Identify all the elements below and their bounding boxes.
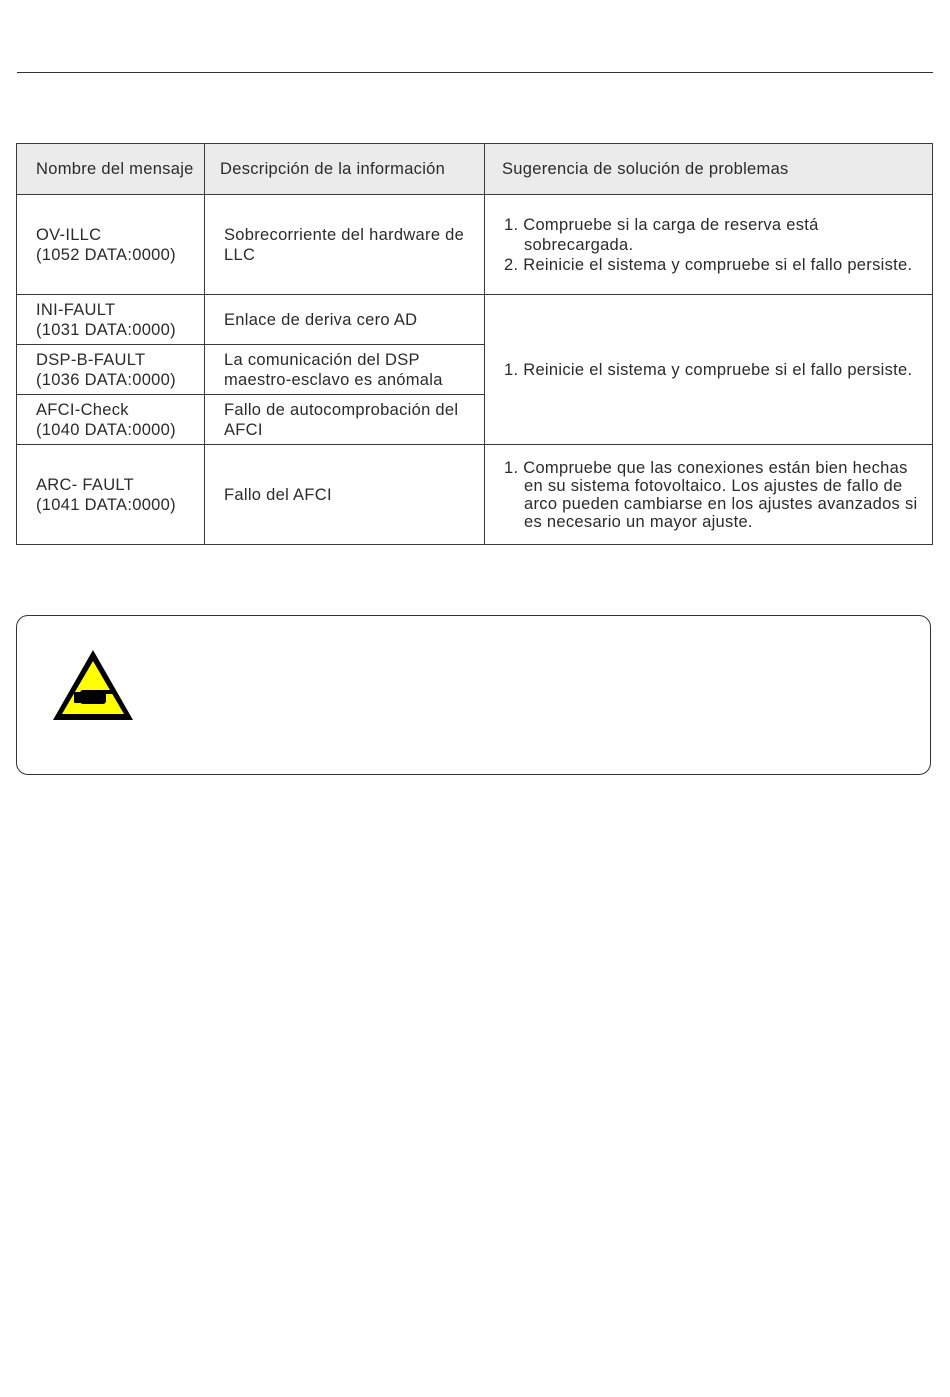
- description-cell: [205, 345, 485, 395]
- description-text: Sobrecorriente del hardware de LLC: [224, 225, 465, 264]
- description-text: La comunicación del DSP maestro-esclavo es anómala: [224, 350, 443, 389]
- message-name-cell: [17, 195, 205, 295]
- notice-box: [16, 615, 931, 775]
- header-message-name: [17, 144, 205, 195]
- message-name-cell: [17, 445, 205, 545]
- description-text: Fallo de autocomprobación del AFCI: [224, 400, 459, 439]
- description-cell: [205, 445, 485, 545]
- header-description-text: Descripción de la información: [220, 160, 446, 178]
- suggestion-list: [504, 215, 926, 275]
- message-code: INI-FAULT: [36, 300, 116, 319]
- table-row: [17, 295, 933, 345]
- table-row: [17, 445, 933, 545]
- message-code: ARC- FAULT: [36, 475, 135, 494]
- header-suggestion: [485, 144, 933, 195]
- description-text: Enlace de deriva cero AD: [224, 310, 418, 329]
- description-text: Fallo del AFCI: [224, 485, 332, 504]
- merged-suggestion-cell: [485, 295, 933, 445]
- message-data: (1041 DATA:0000): [36, 495, 176, 514]
- message-name-cell: [17, 295, 205, 345]
- suggestion-list: [504, 360, 926, 380]
- message-code: AFCI-Check: [36, 400, 129, 419]
- suggestion-item: 1. Compruebe si la carga de reserva está sobrecargada.: [504, 215, 819, 254]
- description-cell: [205, 395, 485, 445]
- suggestion-item: 1. Compruebe que las conexiones están bien hechas en su sistema fotovoltaico. Los ajustes de fallo de arco pueden cambiarse en los ajustes avanzados si es necesario un mayor ajuste.: [504, 458, 918, 531]
- message-data: (1052 DATA:0000): [36, 245, 176, 264]
- suggestion-cell: [485, 445, 933, 545]
- suggestion-item: 1. Reinicie el sistema y compruebe si el fallo persiste.: [504, 360, 913, 379]
- message-data: (1040 DATA:0000): [36, 420, 176, 439]
- header-rule: [17, 72, 933, 73]
- description-cell: [205, 295, 485, 345]
- table-header-row: [17, 144, 933, 195]
- header-description: [205, 144, 485, 195]
- suggestion-item: 2. Reinicie el sistema y compruebe si el fallo persiste.: [504, 255, 913, 274]
- suggestion-cell: [485, 195, 933, 295]
- description-cell: [205, 195, 485, 295]
- header-message-name-text: Nombre del mensaje: [36, 160, 194, 178]
- warning-pointing-hand-icon: [50, 646, 136, 724]
- message-name-cell: [17, 345, 205, 395]
- table-row: [17, 195, 933, 295]
- message-data: (1036 DATA:0000): [36, 370, 176, 389]
- suggestion-list: [504, 459, 926, 531]
- message-data: (1031 DATA:0000): [36, 320, 176, 339]
- message-name-cell: [17, 395, 205, 445]
- message-code: DSP-B-FAULT: [36, 350, 146, 369]
- message-code: OV-ILLC: [36, 225, 102, 244]
- header-suggestion-text: Sugerencia de solución de problemas: [502, 160, 789, 178]
- fault-message-table: [16, 143, 933, 545]
